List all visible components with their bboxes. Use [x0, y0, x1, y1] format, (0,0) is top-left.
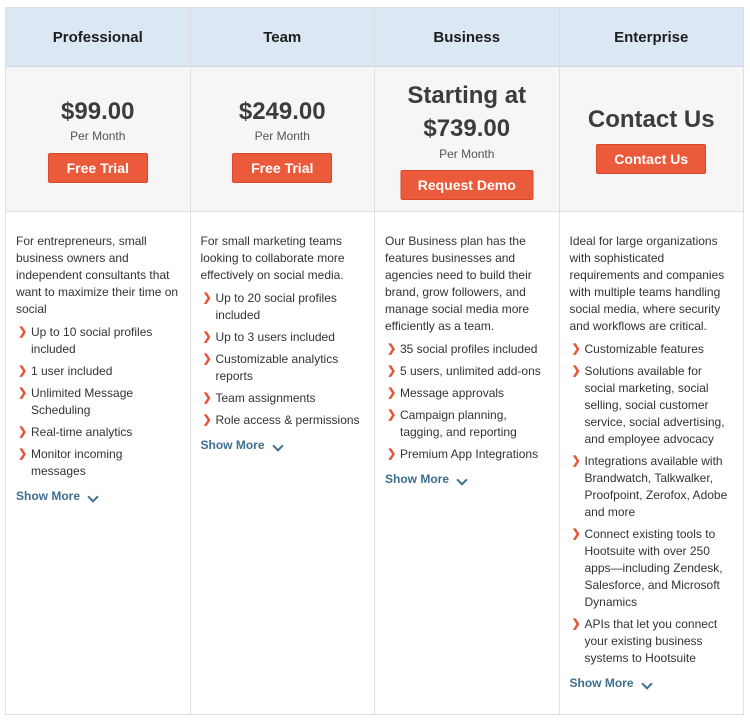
chevron-right-icon: ❯	[202, 292, 212, 304]
price-area	[191, 67, 375, 212]
list-item: ❯ 35 social profiles included	[387, 342, 538, 356]
plan-body	[560, 212, 744, 692]
list-item: ❯ Message approvals	[387, 386, 505, 400]
price-area	[375, 67, 559, 212]
show-more-link[interactable]: Show More	[570, 676, 651, 690]
contact-us-button[interactable]: Contact Us	[596, 144, 706, 174]
plan-enterprise	[560, 8, 744, 714]
plan-business	[375, 8, 560, 714]
chevron-right-icon: ❯	[571, 618, 581, 630]
plan-price: $739.00	[423, 115, 511, 142]
free-trial-button[interactable]: Free Trial	[48, 153, 148, 183]
chevron-right-icon: ❯	[18, 448, 28, 460]
price-period: Per Month	[70, 129, 126, 143]
list-item: ❯ Monitor incoming messages	[18, 447, 123, 478]
list-item: ❯ Role access & permissions	[202, 413, 360, 427]
price-period: Per Month	[439, 147, 495, 161]
chevron-right-icon: ❯	[571, 365, 581, 377]
chevron-right-icon: ❯	[387, 387, 397, 399]
show-more-link[interactable]: Show More	[385, 472, 466, 486]
chevron-down-icon	[272, 440, 283, 451]
feature-list	[201, 290, 365, 429]
list-item: ❯ Integrations available with Brandwatch, Talkwalker, Proofpoint, Zerofox, Adobe and more	[571, 454, 728, 519]
feature-list	[16, 324, 180, 480]
show-more-link[interactable]: Show More	[16, 489, 97, 503]
price-area	[560, 67, 744, 212]
request-demo-button[interactable]: Request Demo	[400, 170, 533, 200]
chevron-right-icon: ❯	[571, 455, 581, 467]
chevron-right-icon: ❯	[387, 365, 397, 377]
chevron-right-icon: ❯	[202, 392, 212, 404]
chevron-down-icon	[641, 678, 652, 689]
plan-professional	[6, 8, 191, 714]
plan-price: $249.00	[238, 98, 326, 125]
chevron-down-icon	[456, 474, 467, 485]
plan-body	[191, 212, 375, 454]
chevron-right-icon: ❯	[571, 343, 581, 355]
plan-name: Business	[375, 8, 559, 67]
plan-description: For entrepreneurs, small business owners and independent consultants that want to maximize their time on social	[16, 234, 179, 316]
feature-list	[570, 341, 734, 667]
chevron-right-icon: ❯	[387, 409, 397, 421]
price-area	[6, 67, 190, 212]
free-trial-button[interactable]: Free Trial	[232, 153, 332, 183]
list-item: ❯ Up to 3 users included	[202, 330, 335, 344]
list-item: ❯ APIs that let you connect your existing business systems to Hootsuite	[571, 617, 718, 665]
pricing-table	[5, 7, 744, 715]
list-item: ❯ Customizable analytics reports	[202, 352, 339, 383]
chevron-right-icon: ❯	[18, 326, 28, 338]
show-more-link[interactable]: Show More	[201, 438, 282, 452]
chevron-right-icon: ❯	[18, 387, 28, 399]
plan-body	[375, 212, 559, 488]
chevron-right-icon: ❯	[387, 343, 397, 355]
list-item: ❯ Team assignments	[202, 391, 316, 405]
plan-price-prefix: Starting at	[407, 82, 527, 109]
list-item: ❯ 5 users, unlimited add-ons	[387, 364, 541, 378]
list-item: ❯ Unlimited Message Scheduling	[18, 386, 134, 417]
feature-list	[385, 341, 549, 463]
list-item: ❯ Real-time analytics	[18, 425, 133, 439]
plan-description: Ideal for large organizations with sophisticated requirements and companies with multiple teams handling social media, where security and workflows are critical.	[569, 234, 725, 333]
plan-name: Enterprise	[560, 8, 744, 67]
plan-team	[191, 8, 376, 714]
list-item: ❯ Up to 20 social profiles included	[202, 291, 337, 322]
plan-name: Professional	[6, 8, 190, 67]
plan-description: Our Business plan has the features businesses and agencies need to build their brand, grow followers, and manage social media more efficiently as a team.	[385, 234, 532, 333]
price-period: Per Month	[254, 129, 310, 143]
chevron-right-icon: ❯	[202, 414, 212, 426]
plan-price: Contact Us	[587, 106, 715, 133]
chevron-down-icon	[87, 491, 98, 502]
list-item: ❯ Campaign planning, tagging, and reporting	[387, 408, 517, 439]
list-item: ❯ Solutions available for social marketing, social selling, social customer service, social advertising, and employee advocacy	[571, 364, 725, 446]
chevron-right-icon: ❯	[571, 528, 581, 540]
plan-name: Team	[191, 8, 375, 67]
chevron-right-icon: ❯	[18, 426, 28, 438]
list-item: ❯ Premium App Integrations	[387, 447, 539, 461]
plan-price: $99.00	[61, 98, 135, 125]
plan-description: For small marketing teams looking to collaborate more effectively on social media.	[200, 234, 345, 282]
chevron-right-icon: ❯	[202, 331, 212, 343]
list-item: ❯ Connect existing tools to Hootsuite with over 250 apps—including Zendesk, Salesforce, and Microsoft Dynamics	[571, 527, 723, 609]
list-item: ❯ Customizable features	[571, 342, 704, 356]
chevron-right-icon: ❯	[202, 353, 212, 365]
chevron-right-icon: ❯	[387, 448, 397, 460]
plan-body	[6, 212, 190, 505]
chevron-right-icon: ❯	[18, 365, 28, 377]
list-item: ❯ Up to 10 social profiles included	[18, 325, 153, 356]
list-item: ❯ 1 user included	[18, 364, 113, 378]
